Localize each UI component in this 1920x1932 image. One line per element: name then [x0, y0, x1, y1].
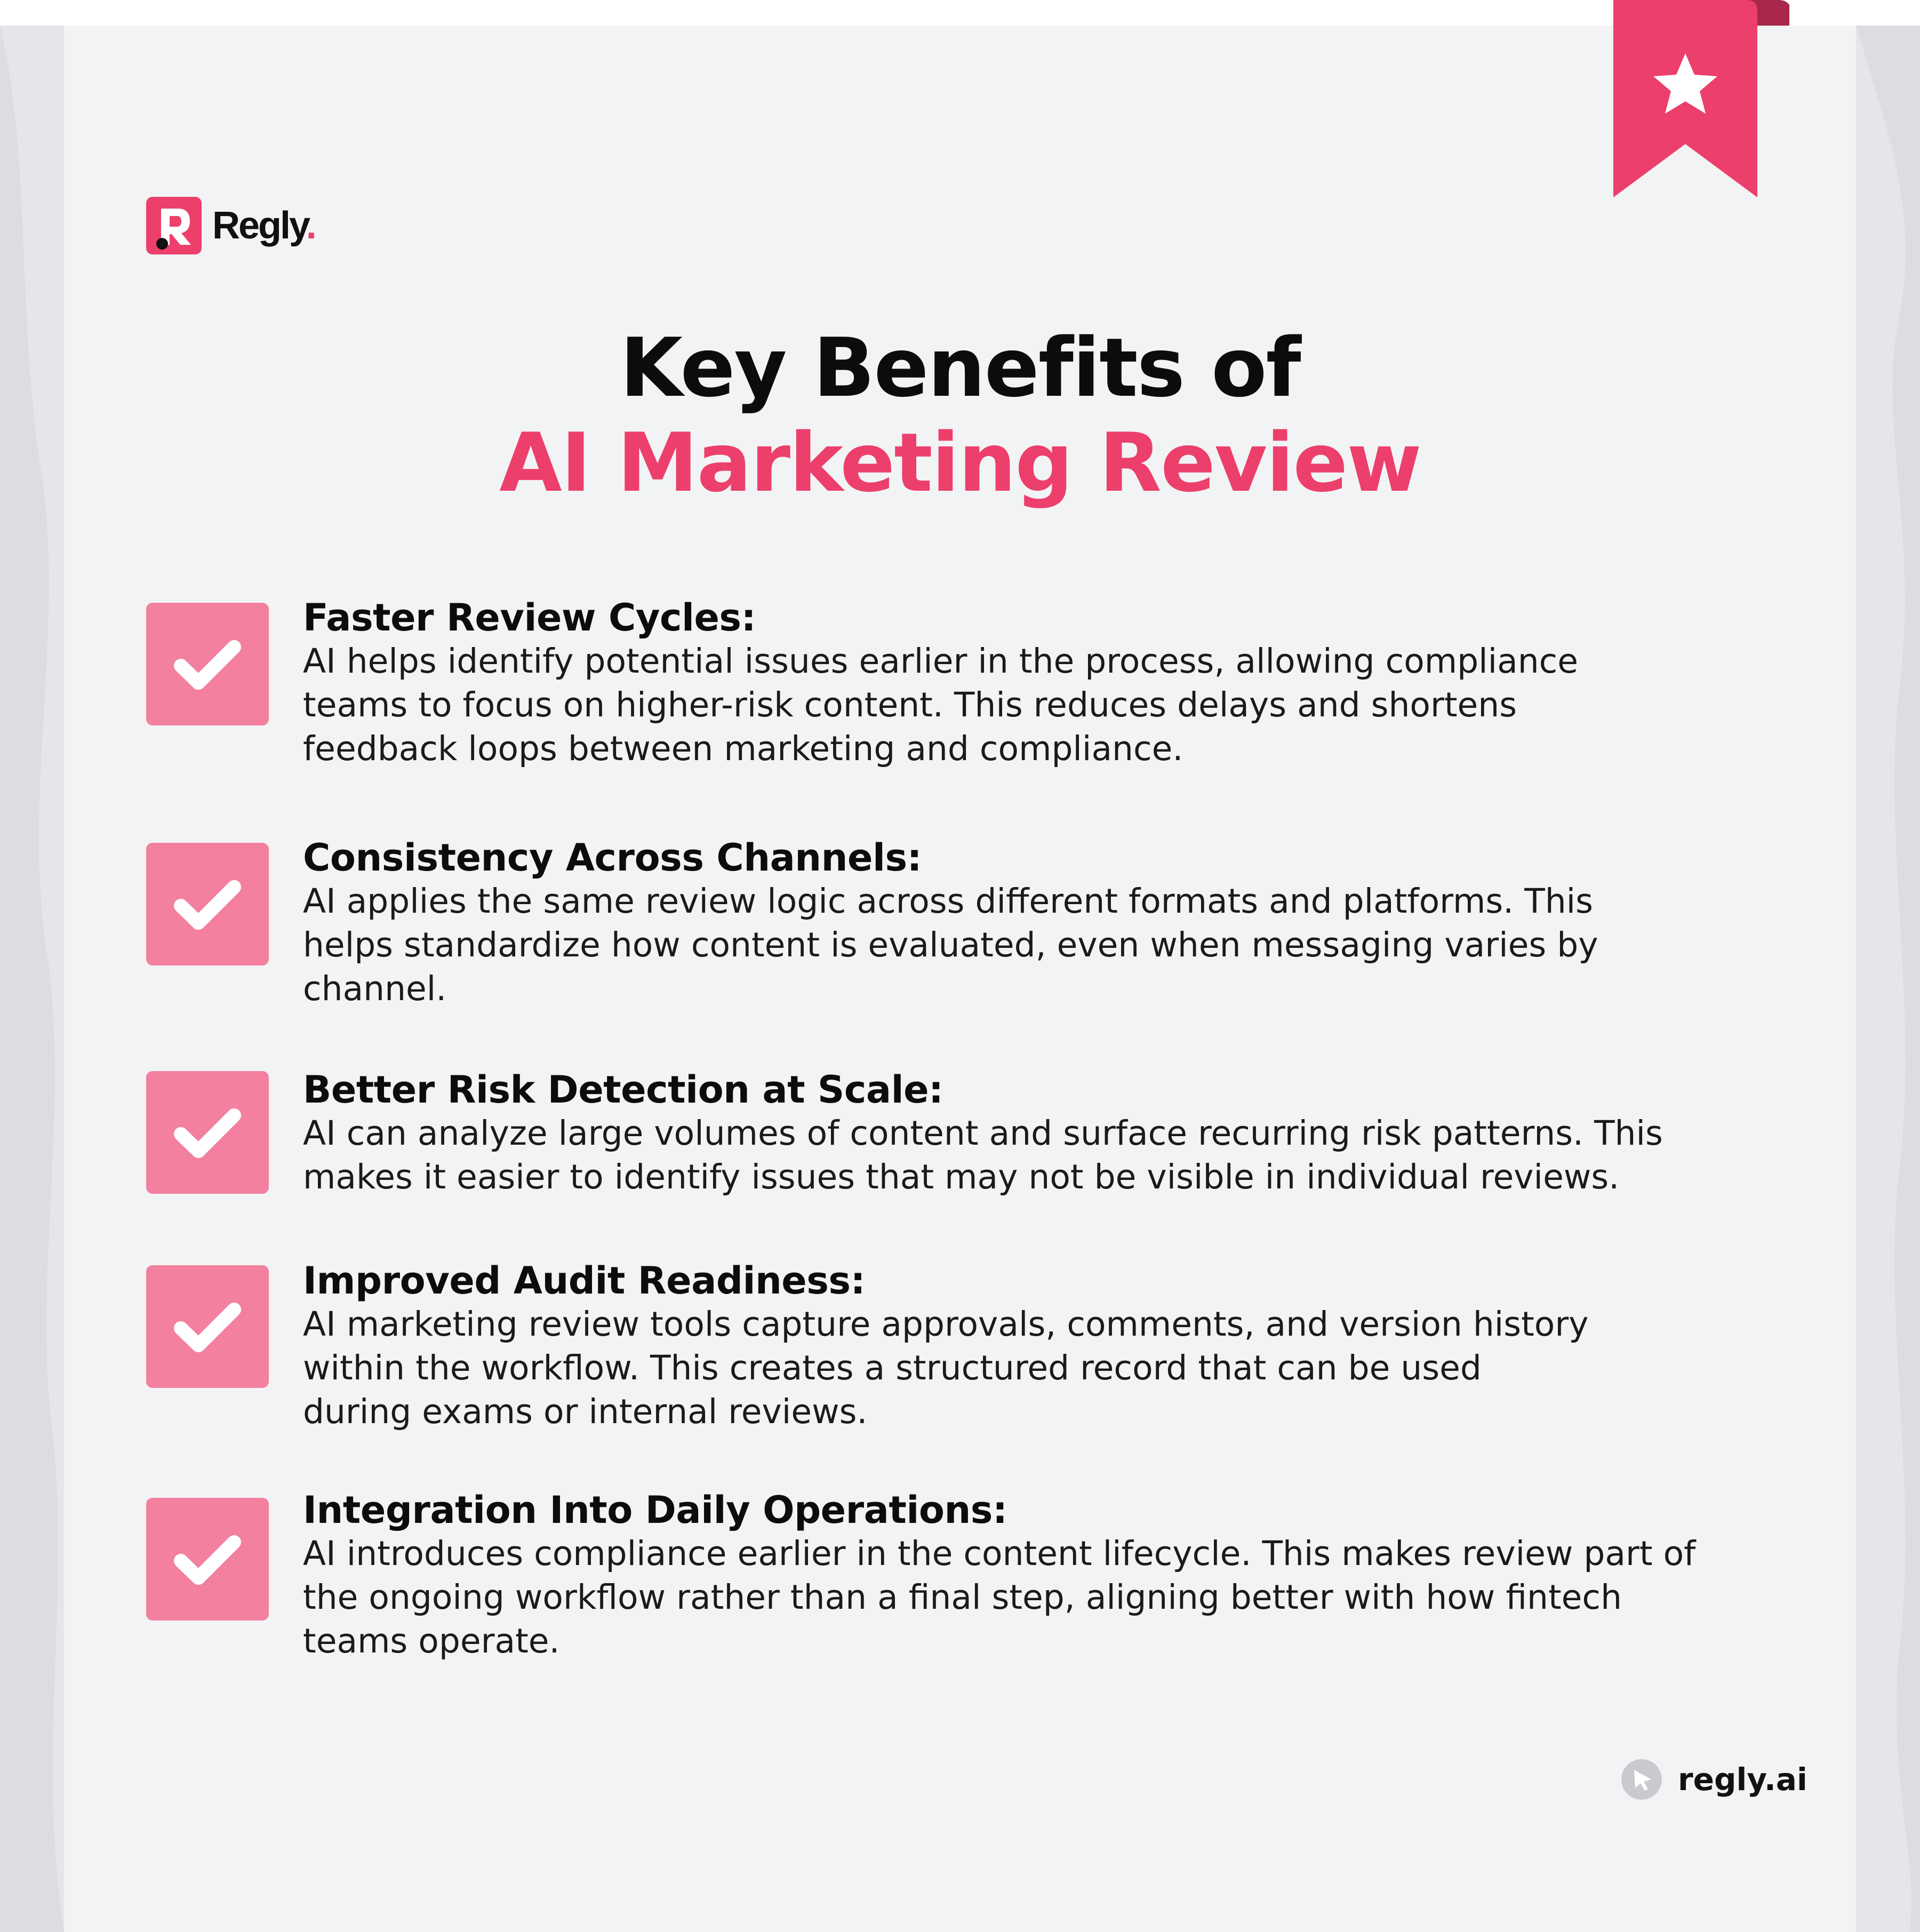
footer-domain: regly.ai — [1678, 1761, 1807, 1798]
benefit-title: Better Risk Detection at Scale: — [303, 1068, 943, 1112]
benefit-title: Improved Audit Readiness: — [303, 1259, 866, 1303]
checkmark-icon — [146, 1265, 269, 1388]
benefit-text — [303, 1259, 1796, 1434]
benefit-description-line: AI marketing review tools capture approvals, comments, and version history — [303, 1305, 1589, 1344]
benefit-description-line: the ongoing workflow rather than a final step, aligning better with how fintech — [303, 1578, 1622, 1617]
cursor-icon — [1620, 1758, 1663, 1801]
benefit-description-line: AI can analyze large volumes of content and surface recurring risk patterns. This — [303, 1114, 1663, 1153]
bookmark-star-icon — [1603, 0, 1789, 197]
benefit-description-line: AI applies the same review logic across different formats and platforms. This — [303, 882, 1593, 921]
page-title — [0, 320, 1920, 511]
logo-text: Regly. — [212, 204, 315, 247]
benefit-text — [303, 1488, 1796, 1663]
checkbox-icon — [146, 603, 269, 725]
benefit-description-line: feedback loops between marketing and compliance. — [303, 729, 1183, 768]
checkmark-icon — [146, 1498, 269, 1620]
benefit-title: Faster Review Cycles: — [303, 596, 756, 640]
footer-link[interactable] — [1620, 1758, 1807, 1801]
benefit-description-line: teams to focus on higher-risk content. This reduces delays and shortens — [303, 685, 1517, 724]
logo-mark-icon — [146, 197, 202, 254]
benefit-text — [303, 596, 1796, 771]
benefit-title: Integration Into Daily Operations: — [303, 1488, 1007, 1532]
benefit-description-line: AI helps identify potential issues earlier in the process, allowing compliance — [303, 642, 1579, 681]
benefit-text — [303, 836, 1796, 1011]
benefit-description-line: during exams or internal reviews. — [303, 1392, 868, 1431]
benefit-text — [303, 1068, 1796, 1199]
brand-logo — [146, 196, 315, 255]
benefit-description-line: makes it easier to identify issues that may not be visible in individual reviews. — [303, 1157, 1620, 1196]
checkmark-icon — [146, 843, 269, 965]
benefit-description-line: channel. — [303, 969, 447, 1008]
checkbox-icon — [146, 1498, 269, 1620]
checkmark-icon — [146, 603, 269, 725]
benefit-description-line: teams operate. — [303, 1622, 560, 1660]
checkbox-icon — [146, 843, 269, 965]
title-line-primary: Key Benefits of — [620, 321, 1300, 415]
benefit-description-line: AI introduces compliance earlier in the content lifecycle. This makes review part of — [303, 1534, 1696, 1573]
benefit-description-line: within the workflow. This creates a structured record that can be used — [303, 1348, 1482, 1387]
benefit-title: Consistency Across Channels: — [303, 836, 922, 880]
checkmark-icon — [146, 1071, 269, 1194]
title-line-accent: AI Marketing Review — [499, 416, 1421, 510]
checkbox-icon — [146, 1071, 269, 1194]
checkbox-icon — [146, 1265, 269, 1388]
benefit-description-line: helps standardize how content is evaluated, even when messaging varies by — [303, 925, 1598, 964]
